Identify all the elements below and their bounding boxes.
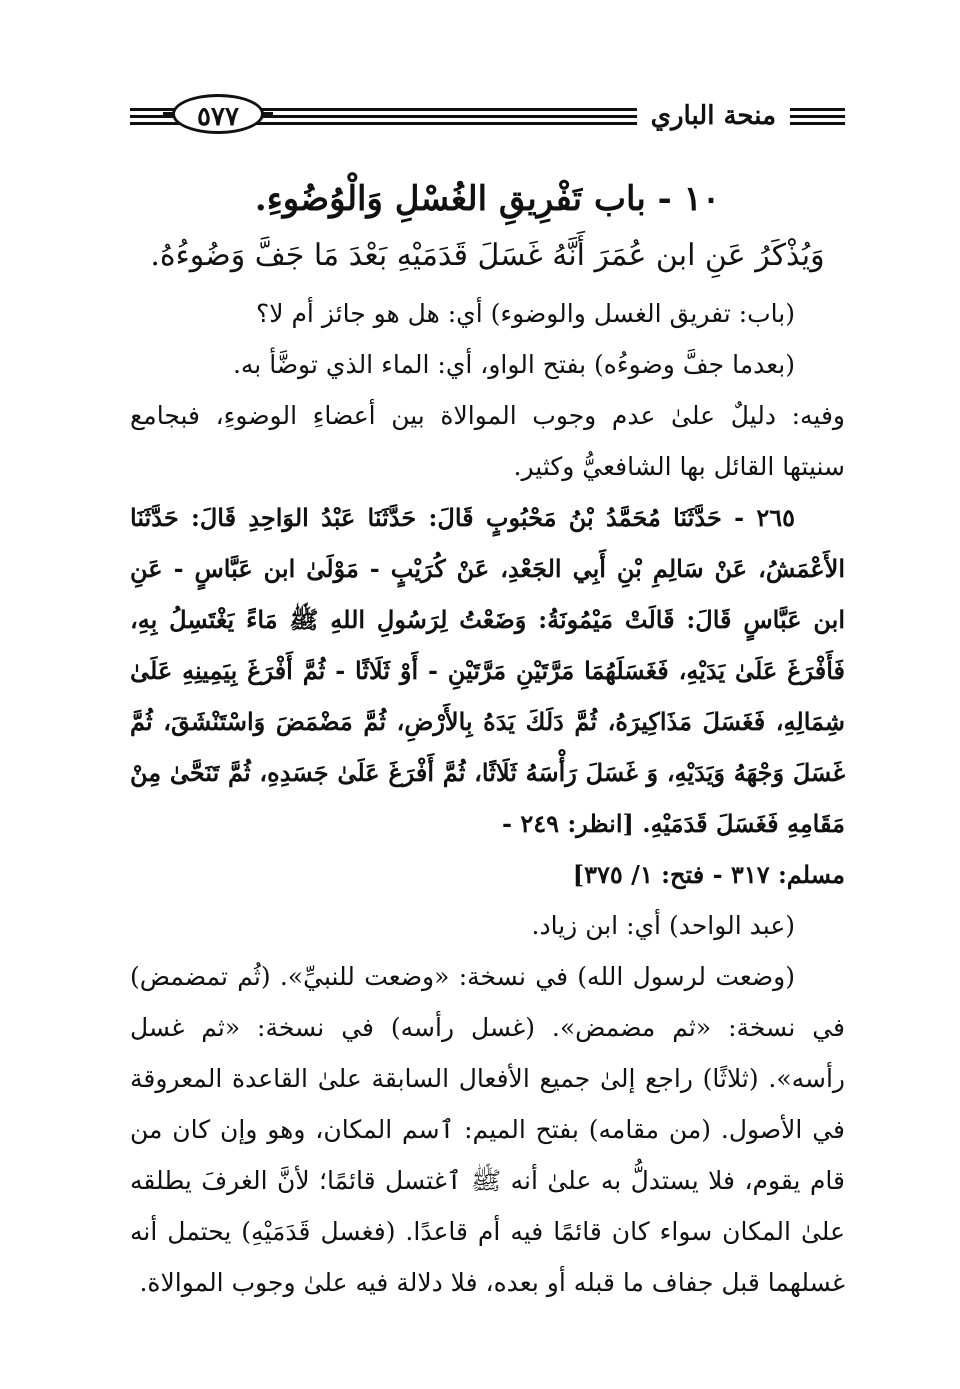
- badge-right-tip: [261, 112, 273, 116]
- page-number: ٥٧٧: [197, 102, 239, 132]
- commentary-paragraph: (عبد الواحد) أي: ابن زياد.: [531, 911, 795, 940]
- page-body: [130, 170, 845, 1308]
- commentary-paragraph: (وضعت لرسول الله) في نسخة: «وضعت للنبيِّ». (ثُم تمضمض) في نسخة: «ثم مضمض». (غسل رأسه) في نسخة: «ثم غسل رأسه». (ثلاثًا) راجع إلىٰ جميع الأفعال السابقة علىٰ القاعدة المعروقة في الأصول. (من مقامه) بفتح الميم: ٱسم المكان، وهو وإن كان من قام يقوم، فلا يستدلُّ به علىٰ أنه ﷺ ٱغتسل قائمًا؛ لأنَّ الغرفَ يطلقه علىٰ المكان سواء كان قائمًا فيه أم قاعدًا. (فغسل قَدَمَيْهِ) يحتمل أنه غسلهما قبل جفاف ما قبله أو بعده، فلا دلالة فيه علىٰ وجوب الموالاة.: [130, 962, 845, 1297]
- hadith-text: ٢٦٥ - حَدَّثَنَا مُحَمَّدُ بْنُ مَحْبُوبٍ قَالَ: حَدَّثَنَا عَبْدُ الوَاحِدِ قَالَ: حَدَّثَنَا الأَعْمَشُ، عَنْ سَالِمِ بْنِ أَبِي الجَعْدِ، عَنْ كُرَيْبٍ - مَوْلَىٰ ابن عَبَّاسٍ - عَنِ ابن عَبَّاسٍ قَالَ: قَالَتْ مَيْمُونَةُ: وَضَعْتُ لِرَسُولِ اللهِ ﷺ مَاءً يَغْتَسِلُ بِهِ، فَأَفْرَغَ عَلَىٰ يَدَيْهِ، فَغَسَلَهُمَا مَرَّتَيْنِ مَرَّتَيْنِ - أَوْ ثَلَاثًا - ثُمَّ أَفْرَغَ بِيَمِينِهِ عَلَىٰ شِمَالِهِ، فَغَسَلَ مَذَاكِيرَهُ، ثُمَّ دَلَكَ يَدَهُ بِالأَرْضِ، ثُمَّ مَضْمَضَ وَاسْتَنْشَقَ، ثُمَّ غَسَلَ وَجْهَهُ وَيَدَيْهِ، وَ غَسَلَ رَأْسَهُ ثَلَاثًا، ثُمَّ أَفْرَغَ عَلَىٰ جَسَدِهِ، ثُمَّ تَنَحَّىٰ مِنْ مَقَامِهِ فَغَسَلَ قَدَمَيْهِ. [انظر: ٢٤٩ -: [130, 503, 846, 838]
- chapter-tradition: وَيُذْكَرُ عَنِ ابن عُمَرَ أَنَّهُ غَسَلَ قَدَمَيْهِ بَعْدَ مَا جَفَّ وَضُوءُهُ.: [150, 238, 825, 273]
- commentary-paragraph: (بعدما جفَّ وضوءُه) بفتح الواو، أي: الماء الذي توضَّأ به.: [232, 350, 795, 379]
- chapter-title: ١٠ - باب تَفْرِيقِ الغُسْلِ وَالْوُضُوءِ.: [254, 179, 721, 219]
- page-header: [130, 92, 845, 142]
- commentary-paragraph: (باب: تفريق الغسل والوضوء) أي: هل هو جائز أم لا؟: [255, 299, 795, 328]
- badge-left-tip: [163, 112, 175, 116]
- commentary-paragraph: وفيه: دليلٌ علىٰ عدم وجوب الموالاة بين أعضاءِ الوضوءِ، فبجامع سنيتها القائل بها الشافعيُّ وكثير.: [130, 401, 845, 481]
- hadith-reference: مسلم: ٣١٧ - فتح: ١/ ٣٧٥]: [572, 860, 845, 889]
- page-number-badge: [172, 94, 264, 134]
- running-book-title: منحة الباري: [637, 96, 790, 136]
